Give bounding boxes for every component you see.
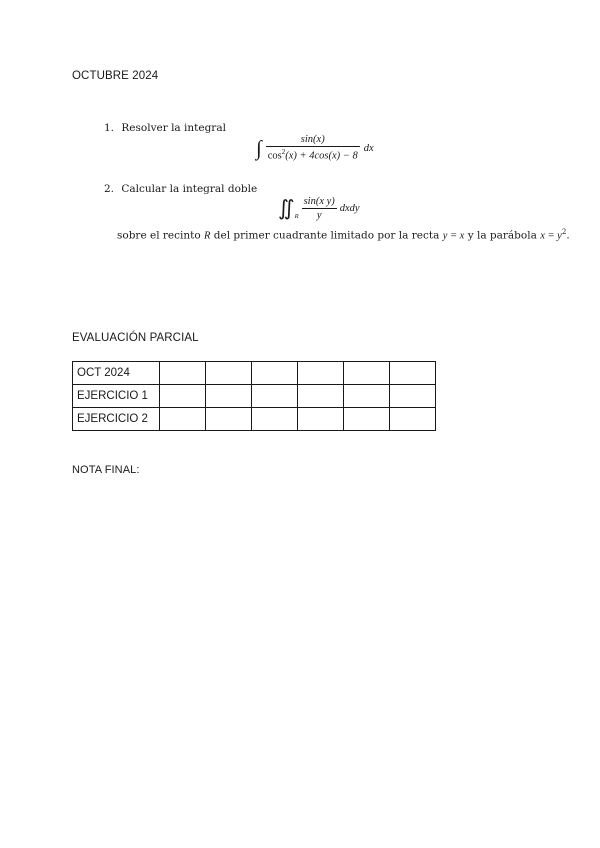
- integral-region: R: [294, 213, 299, 220]
- grade-cell: [252, 408, 298, 431]
- grade-cell: [390, 408, 436, 431]
- integral-symbol: ∫: [256, 135, 262, 160]
- row-label: EJERCICIO 2: [73, 408, 160, 431]
- integrand-fraction: [266, 134, 360, 162]
- exercise-2-number: 2.: [104, 183, 115, 195]
- page-title: OCTUBRE 2024: [72, 70, 159, 82]
- grade-cell: [206, 362, 252, 385]
- evaluation-title: EVALUACIÓN PARCIAL: [72, 332, 199, 344]
- grade-cell: [160, 385, 206, 408]
- row-label: OCT 2024: [73, 362, 160, 385]
- exercise-1-text: Resolver la integral: [121, 122, 226, 134]
- grade-cell: [160, 362, 206, 385]
- grade-cell: [390, 362, 436, 385]
- table-row: [73, 408, 436, 431]
- grade-cell: [252, 385, 298, 408]
- integrand-denominator: $\cos^2(x) + 4\cos(x) - 8$: [267, 148, 358, 162]
- exercise-1-formula: [256, 133, 374, 163]
- grade-cell: [298, 362, 344, 385]
- exercise-2-text: Calcular la integral doble: [121, 183, 258, 195]
- row-label: EJERCICIO 1: [73, 385, 160, 408]
- final-grade-label: NOTA FINAL:: [72, 464, 140, 476]
- exercise-1-number: 1.: [104, 122, 115, 134]
- integrand-denominator-2: y: [316, 209, 322, 221]
- differential: dx: [363, 142, 374, 154]
- grade-cell: [344, 408, 390, 431]
- grade-cell: [206, 408, 252, 431]
- integrand-numerator-2: sin(x y): [303, 195, 335, 207]
- grade-cell: [344, 362, 390, 385]
- grade-cell: [344, 385, 390, 408]
- grades-table: [72, 361, 436, 431]
- integrand-fraction-2: [302, 196, 337, 221]
- grades-table-wrapper: [72, 361, 436, 431]
- grade-cell: [160, 408, 206, 431]
- grade-cell: [298, 385, 344, 408]
- exercise-2-description: sobre el recinto R del primer cuadrante limitado por la recta y = x y la parábola $x = y^2$.: [117, 228, 570, 242]
- grade-cell: [298, 408, 344, 431]
- exercise-2-formula: [278, 193, 360, 223]
- table-row: [73, 385, 436, 408]
- exercise-2: [104, 183, 257, 195]
- grade-cell: [252, 362, 298, 385]
- table-row: [73, 362, 436, 385]
- exercise-1: [104, 122, 226, 134]
- grade-cell: [390, 385, 436, 408]
- integrand-numerator: sin(x): [266, 134, 360, 147]
- grade-cell: [206, 385, 252, 408]
- double-integral-symbol: ∬: [278, 195, 295, 220]
- differential-2: dxdy: [339, 202, 360, 214]
